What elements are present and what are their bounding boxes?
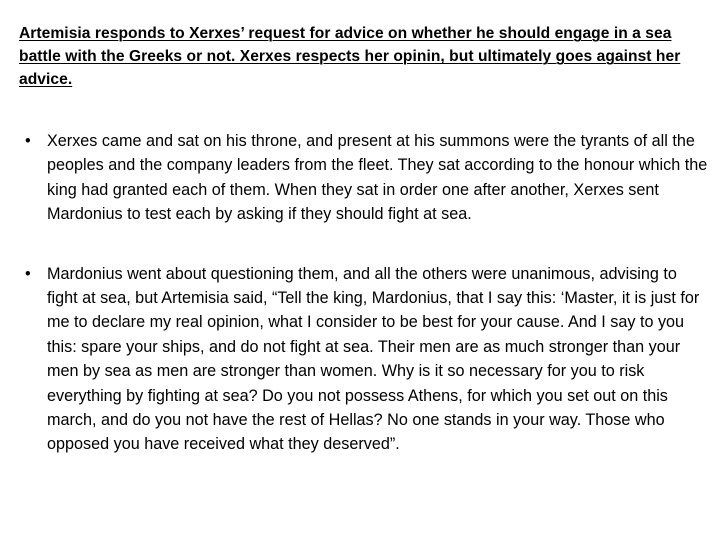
bullet-item-1 [20, 129, 710, 227]
bullet-text: Xerxes came and sat on his throne, and present at his summons were the tyrants of all the peoples and the company leaders from the fleet. They sat according to the honour which the king had granted each of them. When they sat in order one after another, Xerxes sent Mardonius to test each by asking if they should fight at sea. [47, 132, 708, 224]
bullet-list [20, 129, 710, 457]
bullet-icon: • [25, 132, 31, 150]
bullet-icon: • [25, 264, 31, 283]
slide-title: Artemisia responds to Xerxes’ request for advice on whether he should engage in a sea battle with the Greeks or not. Xerxes respects her opinin, but ultimately goes against her advice. [19, 25, 681, 88]
bullet-text: Mardonius went about questioning them, and all the others were unanimous, advising to fight at sea, but Artemisia said, “Tell the king, Mardonius, that I say this: ‘Master, it is just for me to declare my real opinion, what I consider to be best for your cause. And I say to you this: spare your ships, and do not fight at sea. Their men are as much stronger than your men by sea as men are stronger than women. Why is it so necessary for you to risk everything by fighting at sea? Do you not possess Athens, for which you set out on this march, and do you not have the rest of Hellas? No one stands in your way. Those who opposed you have received what they deserved”. [47, 264, 700, 454]
bullet-item-2 [20, 262, 710, 457]
